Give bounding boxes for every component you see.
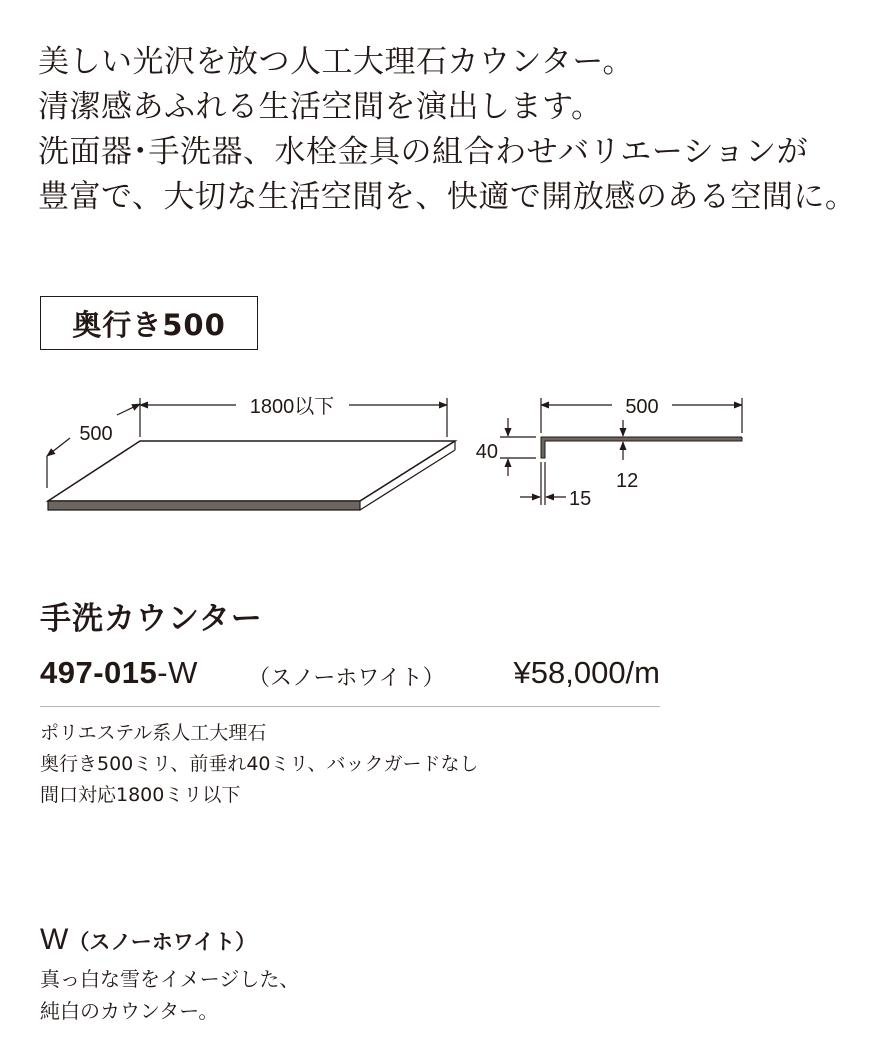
intro-line: 洗面器･手洗器、水栓金具の組合わせバリエーションが xyxy=(38,134,809,170)
intro-line: 豊富で、大切な生活空間を、快適で開放感のある空間に。 xyxy=(38,179,857,215)
section-depth-label: 500 xyxy=(625,396,659,418)
spec-item: ポリエステル系人工大理石 xyxy=(40,722,267,744)
dimension-diagram xyxy=(0,370,881,540)
model-number xyxy=(40,655,198,691)
intro-line: 清潔感あふれる生活空間を演出します。 xyxy=(38,89,603,125)
lip-label: 15 xyxy=(569,488,592,510)
depth-badge: 奥行き500 xyxy=(40,296,258,350)
intro-line: 美しい光沢を放つ人工大理石カウンター。 xyxy=(38,44,635,80)
height-label: 40 xyxy=(475,441,498,463)
spec-item: 間口対応1800ミリ以下 xyxy=(40,784,241,806)
thickness-label: 12 xyxy=(616,470,639,492)
model-color-name: （スノーホワイト） xyxy=(248,666,445,691)
counter-top-drawing xyxy=(48,441,455,510)
model-row xyxy=(40,655,660,699)
divider xyxy=(40,706,660,707)
model-code: 497-015 xyxy=(40,655,158,690)
model-suffix: -W xyxy=(157,655,198,690)
spec-item: 奥行き500ミリ、前垂れ40ミリ、バックガードなし xyxy=(40,753,479,775)
intro-text xyxy=(38,40,873,220)
color-description xyxy=(40,963,299,1027)
product-title: 手洗カウンター xyxy=(40,601,263,637)
model-price: ¥58,000/m xyxy=(513,655,660,690)
color-name: （スノーホワイト） xyxy=(68,930,257,954)
color-code: W xyxy=(40,923,69,956)
spec-list xyxy=(40,718,479,811)
width-label: 1800以下 xyxy=(249,396,335,418)
color-description-line: 純白のカウンター。 xyxy=(40,999,219,1023)
color-heading xyxy=(40,923,256,957)
depth-label: 500 xyxy=(79,423,113,445)
color-description-line: 真っ白な雪をイメージした、 xyxy=(40,967,300,991)
